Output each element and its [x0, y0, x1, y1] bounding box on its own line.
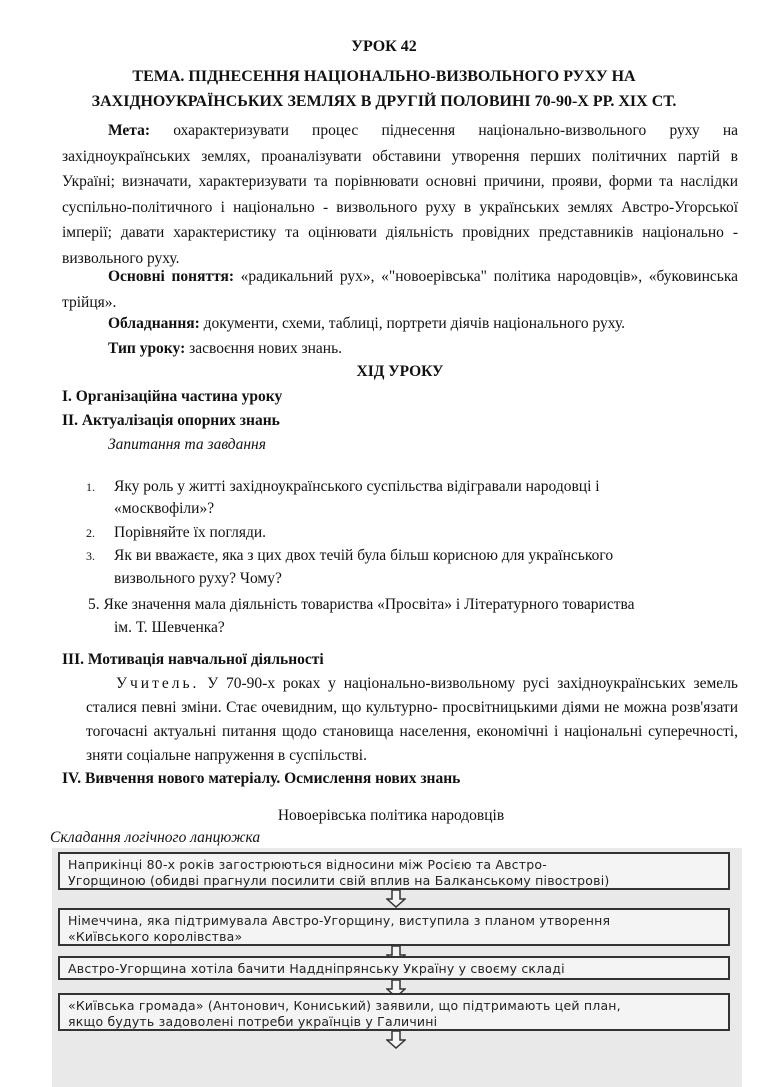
question-text: Як ви вважаєте, яка з цих двох течій була більш корисною для українського — [114, 547, 614, 564]
chain-step — [58, 993, 730, 1031]
equipment-label: Обладнання: — [108, 315, 200, 332]
question-number: 5. — [88, 596, 100, 613]
concepts-text: «радикальний рух», «"новоерівська" політика народовців», «буковинська трійця». — [62, 268, 739, 311]
teacher-label: Учитель. — [116, 675, 200, 692]
chain-step-text: «Київська громада» (Антонович, Кониський) заявили, що підтримають цей план, — [68, 998, 621, 1013]
equipment-text: документи, схеми, таблиці, портрети діячів національного руху. — [203, 315, 626, 332]
chain-step-text: Австро-Угорщина хотіла бачити Наддніпрянську Україну у своєму складі — [68, 961, 565, 976]
chain-step-text: якщо будуть задоволені потреби українців у Галичині — [68, 1014, 438, 1029]
chain-step-text: «Київського королівства» — [68, 929, 243, 944]
section-actualization: ІІ. Актуалізація опорних знань — [62, 412, 280, 429]
teacher-paragraph — [86, 672, 738, 768]
logical-chain-diagram — [52, 848, 742, 1087]
lesson-type-line — [108, 338, 342, 360]
question-text-cont: «москвофіли»? — [114, 500, 215, 517]
course-heading: ХІД УРОКУ — [356, 363, 444, 380]
lesson-number: УРОК 42 — [351, 38, 417, 55]
subsection-title: Новоерівська політика народовців — [277, 807, 505, 824]
question-number: 1. — [86, 480, 95, 494]
question-text: Яку роль у житті західноукраїнського суспільства відігравали народовці і — [114, 478, 600, 495]
equipment-line — [108, 313, 625, 335]
chain-step-text: Наприкінці 80-х років загострюються відносини між Росією та Австро- — [68, 857, 547, 872]
chain-step — [58, 852, 730, 890]
arrow-down-icon — [386, 890, 406, 908]
section-organizational: І. Організаційна частина уроку — [62, 388, 283, 405]
question-text: Яке значення мала діяльність товариства «Просвіта» і Літературного товариства — [103, 596, 635, 613]
section-motivation: ІІІ. Мотивація навчальної діяльності — [62, 651, 324, 668]
teacher-text: У 70-90-х роках у національно-визвольному русі західноукраїнських земель сталися певні зміни. Стає очевидним, що культурно- просвітницькими діями не можна розв'язати тогочасні актуальні питання щодо становища населення, економічні і національні суперечності, зняти соціальне напруження в суспільстві. — [86, 675, 738, 764]
question-text-cont: ім. Т. Шевченка? — [114, 619, 225, 636]
chain-heading: Складання логічного ланцюжка — [50, 829, 261, 846]
questions-heading: Запитання та завдання — [108, 436, 266, 453]
goal-text: охарактеризувати процес піднесення національно-визвольного руху на західноукраїнських землях, проаналізувати обставини утворення перших політичних партій в Україні; визначати, характеризувати та порівнювати основні причини, прояви, форми та наслідки суспільно-політичного і національно - визвольного руху в українських землях Австро-Угорської імперії; давати характеристику та оцінювати діяльність провідних представників національно - визвольного руху. — [62, 122, 738, 267]
question-item — [86, 543, 738, 570]
concepts-label: Основні поняття: — [108, 268, 235, 285]
arrow-down-icon — [386, 1031, 406, 1049]
chain-step — [58, 908, 730, 946]
goal-paragraph — [62, 118, 738, 271]
question-text: Порівняйте їх погляди. — [114, 524, 267, 541]
question-item — [86, 474, 738, 501]
question-text-cont: визвольного руху? Чому? — [114, 570, 282, 587]
question-item — [88, 594, 635, 616]
lesson-type-text: засвоєння нових знань. — [189, 340, 343, 357]
theme-title-line1: ТЕМА. ПІДНЕСЕННЯ НАЦІОНАЛЬНО-ВИЗВОЛЬНОГО РУХУ НА — [132, 68, 636, 85]
concepts-paragraph — [62, 264, 738, 315]
question-item — [86, 522, 266, 544]
chain-step-text: Німеччина, яка підтримувала Австро-Угорщину, виступила з планом утворення — [68, 913, 611, 928]
chain-step-text: Угорщиною (обидві прагнули посилити свій вплив на Балканському півострові) — [68, 873, 610, 888]
goal-label: Мета: — [108, 122, 151, 139]
question-number: 2. — [86, 526, 95, 540]
theme-title-line2: ЗАХІДНОУКРАЇНСЬКИХ ЗЕМЛЯХ В ДРУГІЙ ПОЛОВИНІ 70-90-Х РР. ХІХ СТ. — [91, 93, 677, 110]
chain-step — [58, 956, 730, 980]
question-number: 3. — [86, 549, 95, 563]
lesson-type-label: Тип уроку: — [108, 340, 186, 357]
section-new-material: IV. Вивчення нового матеріалу. Осмислення нових знань — [62, 770, 461, 787]
